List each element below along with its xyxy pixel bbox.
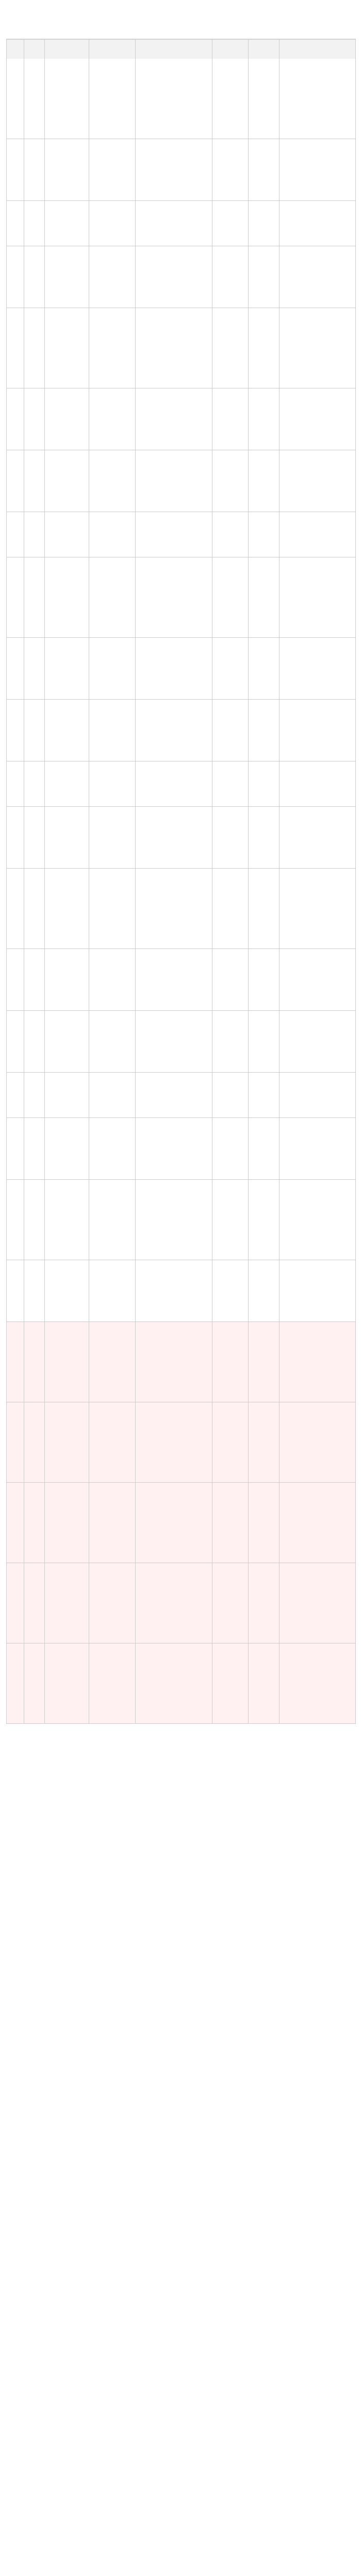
table-cell — [279, 1118, 356, 1179]
table-cell — [45, 949, 89, 1010]
table-cell — [24, 388, 45, 450]
table-cell — [89, 557, 136, 637]
table-cell — [7, 1073, 24, 1117]
table-cell — [136, 1643, 213, 1723]
document-title — [8, 12, 354, 22]
table-cell — [7, 246, 24, 308]
table-row — [7, 557, 356, 638]
table-cell — [279, 761, 356, 806]
table-cell — [24, 139, 45, 200]
table-cell — [212, 388, 249, 450]
table-cell — [89, 1180, 136, 1260]
table-cell — [279, 388, 356, 450]
table-cell — [279, 59, 356, 139]
table-cell — [136, 1118, 213, 1179]
table-cell — [7, 700, 24, 761]
table-cell — [249, 1180, 279, 1260]
table-cell — [89, 1563, 136, 1643]
table-cell — [279, 949, 356, 1010]
table-cell — [279, 1563, 356, 1643]
table-cell — [136, 700, 213, 761]
table-row — [7, 869, 356, 949]
table-cell — [279, 638, 356, 699]
table-cell — [24, 1563, 45, 1643]
table-cell — [24, 59, 45, 139]
table-cell — [45, 59, 89, 139]
table-cell — [279, 807, 356, 868]
table-cell — [212, 1118, 249, 1179]
table-cell — [24, 869, 45, 948]
column-header — [7, 40, 24, 59]
table-row — [7, 201, 356, 246]
table-cell — [212, 59, 249, 139]
table-cell — [212, 869, 249, 948]
table-cell — [45, 388, 89, 450]
table-cell — [7, 1011, 24, 1072]
table-cell — [45, 1011, 89, 1072]
table-cell — [7, 512, 24, 557]
table-row — [7, 139, 356, 201]
table-cell — [24, 557, 45, 637]
table-row — [7, 1322, 356, 1402]
table-cell — [89, 949, 136, 1010]
table-cell — [45, 201, 89, 246]
table-cell — [212, 1402, 249, 1482]
table-cell — [212, 1260, 249, 1321]
column-header — [249, 40, 279, 59]
table-cell — [249, 1563, 279, 1643]
table-cell — [212, 1180, 249, 1260]
table-cell — [7, 1260, 24, 1321]
table-cell — [7, 59, 24, 139]
table-row — [7, 1643, 356, 1724]
table-cell — [212, 308, 249, 388]
table-cell — [249, 638, 279, 699]
table-cell — [249, 450, 279, 512]
table-row — [7, 700, 356, 761]
table-cell — [7, 388, 24, 450]
table-cell — [136, 59, 213, 139]
table-cell — [89, 59, 136, 139]
table-cell — [279, 1011, 356, 1072]
table-cell — [45, 557, 89, 637]
table-row — [7, 1563, 356, 1643]
table-cell — [279, 1643, 356, 1723]
table-cell — [24, 1180, 45, 1260]
table-cell — [24, 1011, 45, 1072]
table-row — [7, 807, 356, 869]
table-cell — [212, 1563, 249, 1643]
column-header — [279, 40, 356, 59]
table-row — [7, 1073, 356, 1118]
table-cell — [45, 1073, 89, 1117]
table-cell — [136, 246, 213, 308]
table-cell — [279, 1260, 356, 1321]
table-cell — [249, 949, 279, 1010]
table-row — [7, 59, 356, 139]
table-cell — [212, 700, 249, 761]
table-cell — [136, 869, 213, 948]
table-cell — [212, 1483, 249, 1563]
table-cell — [7, 557, 24, 637]
table-cell — [136, 1322, 213, 1402]
table-row — [7, 246, 356, 308]
table-cell — [279, 1483, 356, 1563]
table-cell — [249, 388, 279, 450]
table-cell — [89, 638, 136, 699]
table-cell — [45, 761, 89, 806]
table-cell — [212, 512, 249, 557]
table-row — [7, 388, 356, 450]
table-cell — [136, 1483, 213, 1563]
table-cell — [24, 1402, 45, 1482]
table-cell — [89, 1118, 136, 1179]
table-cell — [24, 1073, 45, 1117]
table-cell — [136, 201, 213, 246]
table-cell — [249, 1322, 279, 1402]
title-block — [6, 8, 356, 39]
table-cell — [24, 1118, 45, 1179]
table-cell — [212, 638, 249, 699]
table-cell — [7, 450, 24, 512]
table-cell — [249, 1011, 279, 1072]
column-header — [212, 40, 249, 59]
table-cell — [7, 1402, 24, 1482]
table-cell — [7, 1483, 24, 1563]
table-cell — [249, 1260, 279, 1321]
table-cell — [212, 761, 249, 806]
table-cell — [89, 308, 136, 388]
document-subtitle — [8, 22, 354, 31]
table-cell — [45, 807, 89, 868]
table-cell — [212, 1011, 249, 1072]
table-cell — [45, 512, 89, 557]
table-cell — [136, 139, 213, 200]
table-cell — [136, 1180, 213, 1260]
table-row — [7, 949, 356, 1011]
table-cell — [7, 807, 24, 868]
table-cell — [136, 761, 213, 806]
table-cell — [24, 246, 45, 308]
table-cell — [212, 1322, 249, 1402]
table-cell — [136, 450, 213, 512]
table-cell — [24, 949, 45, 1010]
table-cell — [45, 869, 89, 948]
table-header-row — [6, 39, 356, 59]
table-cell — [212, 139, 249, 200]
table-cell — [7, 139, 24, 200]
table-cell — [7, 201, 24, 246]
table-cell — [136, 1260, 213, 1321]
table-cell — [212, 1073, 249, 1117]
table-cell — [89, 1260, 136, 1321]
table-cell — [249, 1402, 279, 1482]
table-cell — [136, 512, 213, 557]
table-cell — [279, 139, 356, 200]
table-cell — [24, 1260, 45, 1321]
table-cell — [89, 869, 136, 948]
table-cell — [249, 700, 279, 761]
table-cell — [212, 1643, 249, 1723]
table-row — [7, 1260, 356, 1322]
table-row — [7, 761, 356, 807]
table-cell — [249, 1483, 279, 1563]
column-header — [136, 40, 213, 59]
table-cell — [45, 1322, 89, 1402]
table-cell — [212, 807, 249, 868]
table-cell — [279, 1073, 356, 1117]
table-cell — [136, 638, 213, 699]
table-cell — [279, 246, 356, 308]
table-cell — [136, 308, 213, 388]
table-cell — [249, 246, 279, 308]
table-cell — [89, 388, 136, 450]
table-cell — [136, 1011, 213, 1072]
table-cell — [89, 201, 136, 246]
table-cell — [136, 1402, 213, 1482]
table-cell — [7, 1643, 24, 1723]
table-cell — [45, 1260, 89, 1321]
table-cell — [24, 308, 45, 388]
table-cell — [212, 557, 249, 637]
table-cell — [279, 450, 356, 512]
table-cell — [89, 807, 136, 868]
table-cell — [24, 761, 45, 806]
table-cell — [249, 308, 279, 388]
table-row — [7, 1118, 356, 1180]
table-cell — [249, 59, 279, 139]
table-cell — [45, 1180, 89, 1260]
table-row — [7, 1011, 356, 1073]
table-cell — [279, 869, 356, 948]
table-cell — [89, 1011, 136, 1072]
table-cell — [279, 1402, 356, 1482]
table-cell — [89, 450, 136, 512]
table-row — [7, 512, 356, 557]
table-row — [7, 308, 356, 388]
table-cell — [212, 450, 249, 512]
table-cell — [24, 201, 45, 246]
document-page — [6, 8, 356, 2576]
table-cell — [7, 1180, 24, 1260]
table-cell — [249, 869, 279, 948]
table-cell — [279, 557, 356, 637]
table-cell — [24, 512, 45, 557]
table-cell — [24, 1483, 45, 1563]
table-cell — [24, 1643, 45, 1723]
table-cell — [7, 761, 24, 806]
table-cell — [89, 761, 136, 806]
table-cell — [249, 557, 279, 637]
table-cell — [89, 1402, 136, 1482]
table-cell — [7, 638, 24, 699]
table-cell — [89, 512, 136, 557]
table-cell — [89, 1643, 136, 1723]
column-header — [24, 40, 45, 59]
table-body — [6, 59, 356, 1724]
table-cell — [24, 638, 45, 699]
table-row — [7, 1483, 356, 1563]
table-cell — [136, 1563, 213, 1643]
table-cell — [45, 1643, 89, 1723]
table-cell — [24, 450, 45, 512]
table-row — [7, 450, 356, 512]
table-cell — [279, 308, 356, 388]
table-cell — [249, 807, 279, 868]
table-cell — [212, 201, 249, 246]
table-cell — [89, 1483, 136, 1563]
table-cell — [7, 1322, 24, 1402]
table-cell — [279, 1322, 356, 1402]
table-cell — [249, 512, 279, 557]
table-cell — [7, 869, 24, 948]
table-cell — [7, 949, 24, 1010]
table-cell — [89, 246, 136, 308]
table-cell — [45, 139, 89, 200]
table-cell — [249, 1643, 279, 1723]
table-cell — [136, 1073, 213, 1117]
table-cell — [279, 512, 356, 557]
column-header — [89, 40, 136, 59]
table-cell — [24, 700, 45, 761]
table-cell — [45, 1118, 89, 1179]
table-cell — [89, 1073, 136, 1117]
table-cell — [136, 388, 213, 450]
table-cell — [7, 1563, 24, 1643]
table-cell — [279, 1180, 356, 1260]
table-cell — [89, 700, 136, 761]
table-cell — [249, 761, 279, 806]
table-cell — [45, 246, 89, 308]
table-cell — [212, 949, 249, 1010]
table-cell — [279, 201, 356, 246]
table-cell — [89, 1322, 136, 1402]
table-cell — [136, 557, 213, 637]
table-cell — [212, 246, 249, 308]
table-cell — [45, 308, 89, 388]
table-cell — [24, 807, 45, 868]
table-row — [7, 1180, 356, 1260]
table-cell — [45, 1563, 89, 1643]
table-cell — [7, 308, 24, 388]
table-cell — [45, 638, 89, 699]
table-cell — [45, 1402, 89, 1482]
table-cell — [279, 700, 356, 761]
table-cell — [45, 1483, 89, 1563]
table-cell — [7, 1118, 24, 1179]
table-cell — [45, 700, 89, 761]
table-cell — [249, 1073, 279, 1117]
table-row — [7, 1402, 356, 1483]
column-header — [45, 40, 89, 59]
table-cell — [136, 949, 213, 1010]
table-cell — [136, 807, 213, 868]
table-cell — [249, 1118, 279, 1179]
table-row — [7, 638, 356, 700]
table-cell — [89, 139, 136, 200]
table-cell — [45, 450, 89, 512]
table-cell — [249, 201, 279, 246]
table-cell — [249, 139, 279, 200]
table-cell — [24, 1322, 45, 1402]
